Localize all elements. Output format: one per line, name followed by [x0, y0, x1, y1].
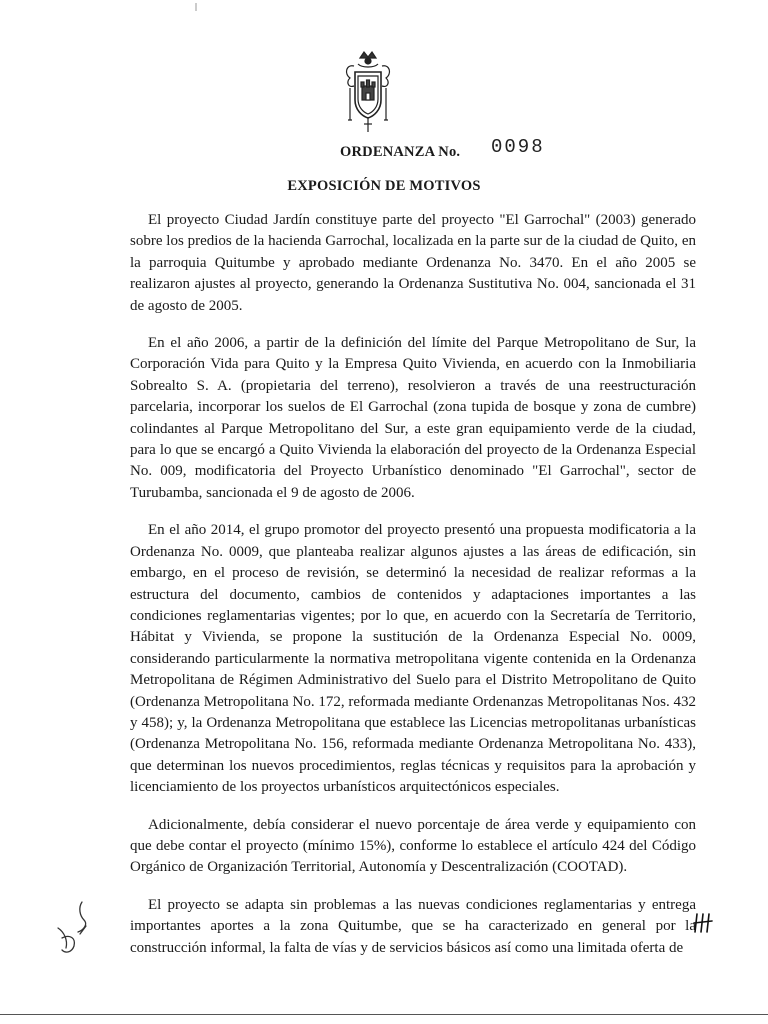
paragraph: El proyecto se adapta sin problemas a las nuevas condiciones reglamentarias y entrega importantes aportes a la zona Quitumbe, que se ha caracterizado en general por la construcción informal, la falta de vías y de servicios básicos así como una limitada oferta de: [130, 896, 696, 956]
section-heading: EXPOSICIÓN DE MOTIVOS: [287, 178, 481, 194]
paragraph: Adicionalmente, debía considerar el nuevo porcentaje de área verde y equipamiento con que debe contar el proyecto (mínimo 15%), conforme lo establece el artículo 424 del Código Orgánico de Organización Territorial, Autonomía y Descentralización (COOTAD).: [130, 816, 696, 876]
handwritten-initials-icon: [692, 912, 714, 934]
ordinance-title-row: [0, 136, 768, 162]
paragraph: El proyecto Ciudad Jardín constituye parte del proyecto "El Garrochal" (2003) generado sobre los predios de la hacienda Garrochal, localizada en la parte sur de la ciudad de Quito, en la parroquia Quitumbe y aprobado mediante Ordenanza No. 3470. En el año 2005 se realizaron ajustes al proyecto, generando la Ordenanza Sustitutiva No. 004, sancionada el 31 de agosto de 2005.: [130, 212, 696, 314]
handwritten-initials-icon: [54, 898, 94, 956]
page-bottom-edge: [0, 1014, 768, 1015]
document-body: [130, 210, 696, 959]
scan-mark: [195, 0, 197, 10]
ordinance-number: 0098: [491, 136, 545, 158]
paragraph: En el año 2006, a partir de la definición del límite del Parque Metropolitano de Sur, la Corporación Vida para Quito y la Empresa Quito Vivienda, en acuerdo con la Inmobiliaria Sobrealto S. A. (propietaria del terreno), resolvieron a través de una reestructuración parcelaria, incorporar los suelos de El Garrochal (zona tupida de bosque y zona de cumbre) colindantes al Parque Metropolitano del Sur, a este gran equipamiento verde de la ciudad, para lo que se encargó a Quito Vivienda la elaboración del proyecto de la Ordenanza Especial No. 009, modificatoria del Proyecto Urbanístico denominado "El Garrochal", sector de Turubamba, sancionada el 9 de agosto de 2006.: [130, 335, 696, 501]
ordinance-title: ORDENANZA No.: [340, 144, 461, 160]
coat-of-arms-icon: [340, 48, 396, 134]
paragraph: En el año 2014, el grupo promotor del proyecto presentó una propuesta modificatoria a la Ordenanza No. 0009, que planteaba realizar algunos ajustes a las áreas de edificación, sin embargo, en el proceso de revisión, se determinó la necesidad de realizar reformas a la estructura del documento, cambios de contenidos y adaptaciones importantes a las condiciones reglamentarias vigentes; por lo que, en acuerdo con la Secretaría de Territorio, Hábitat y Vivienda, se propone la sustitución de la Ordenanza Especial No. 0009, considerando particularmente la normativa metropolitana vigente contenida en la Ordenanza Metropolitana de Régimen Administrativo del Suelo para el Distrito Metropolitano de Quito (Ordenanza Metropolitana No. 172, reformada mediante Ordenanzas Metropolitanas Nos. 432 y 458); y, la Ordenanza Metropolitana que establece las Licencias metropolitanas urbanísticas (Ordenanza Metropolitana No. 156, reformada mediante Ordenanza Metropolitana No. 433), que determinan los nuevos procedimientos, reglas técnicas y requisitos para la aprobación y licenciamiento de los proyectos urbanísticos arquitectónicos especiales.: [130, 522, 696, 796]
